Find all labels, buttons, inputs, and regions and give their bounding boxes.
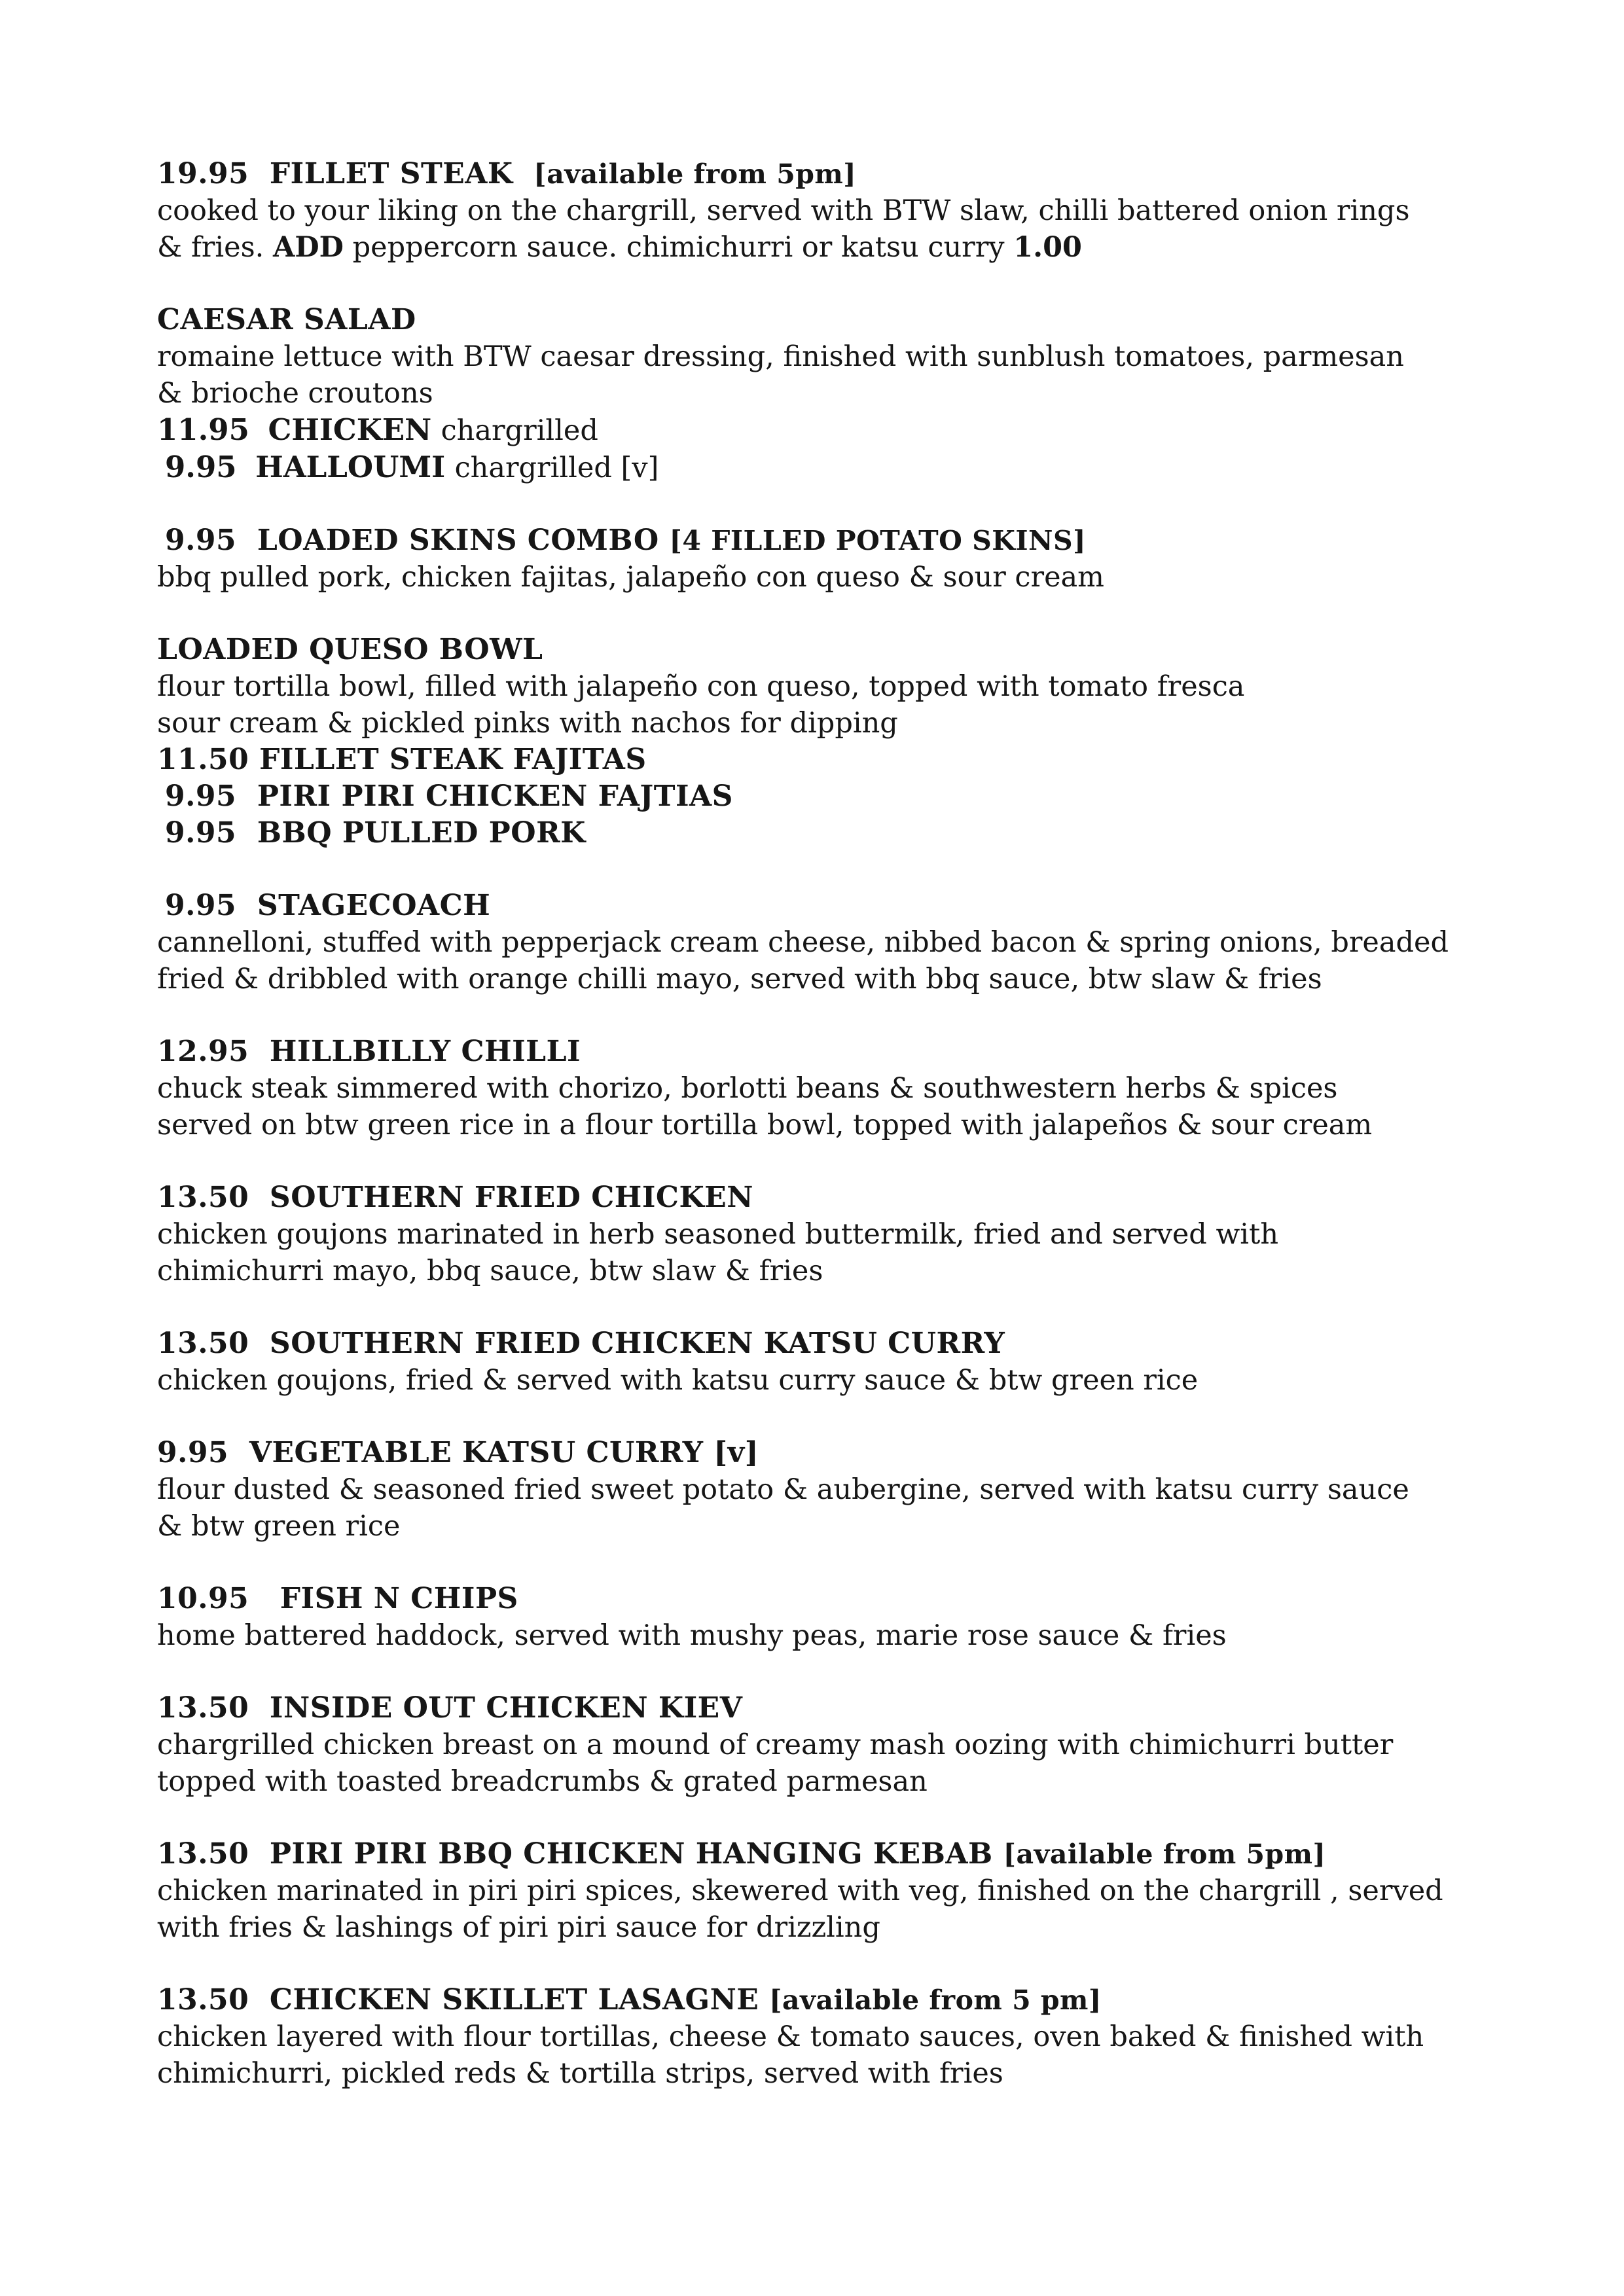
item-description: & fries. ADD peppercorn sauce. chimichurri or katsu curry 1.00 [157,231,1082,264]
item-heading [157,888,1499,924]
item-description: cooked to your liking on the chargrill, served with BTW slaw, chilli battered onion rings [157,194,1410,227]
item-description: flour dusted & seasoned fried sweet potato & aubergine, served with katsu curry sauce [157,1473,1409,1506]
item-description: chicken goujons, fried & served with katsu curry sauce & btw green rice [157,1364,1199,1397]
item-heading [157,156,1499,192]
menu-item-fish-n-chips [157,1581,1499,1654]
option-name: BBQ PULLED PORK [257,816,586,850]
option-name: PIRI PIRI CHICKEN FAJTIAS [257,780,733,813]
item-note: [available from 5pm] [1003,1839,1326,1870]
item-description: & brioche croutons [157,377,433,410]
item-name: SOUTHERN FRIED CHICKEN [269,1181,753,1214]
option-name: FILLET STEAK FAJITAS [259,743,647,776]
item-option [157,778,1499,815]
item-description: chuck steak simmered with chorizo, borlotti beans & southwestern herbs & spices [157,1072,1338,1105]
item-description: chargrilled chicken breast on a mound of creamy mash oozing with chimichurri butter [157,1729,1394,1761]
item-name: SOUTHERN FRIED CHICKEN KATSU CURRY [269,1327,1005,1360]
menu-item-hillbilly-chilli [157,1033,1499,1143]
add-label: ADD [273,231,344,264]
item-name: LOADED QUESO BOWL [157,633,543,666]
item-heading [157,302,1499,338]
menu-item-fillet-steak [157,156,1499,266]
option-name: CHICKEN [268,412,432,447]
add-price: 1.00 [1013,231,1082,264]
item-price: 13.50 [157,1181,249,1214]
item-description: romaine lettuce with BTW caesar dressing, finished with sunblush tomatoes, parmesan [157,340,1404,373]
item-description: chimichurri, pickled reds & tortilla strips, served with fries [157,2057,1003,2090]
item-heading [157,1581,1499,1617]
menu-item-southern-fried-chicken [157,1179,1499,1289]
item-description: chicken goujons marinated in herb seasoned buttermilk, fried and served with [157,1218,1279,1251]
item-price: 9.95 [165,524,237,557]
item-description: cannelloni, stuffed with pepperjack cream cheese, nibbed bacon & spring onions, breaded [157,926,1449,959]
item-option [157,412,1499,449]
item-price: 12.95 [157,1035,249,1068]
item-heading [157,1325,1499,1362]
item-description: home battered haddock, served with mushy peas, marie rose sauce & fries [157,1619,1227,1652]
item-heading [157,1982,1499,2018]
menu-item-chicken-skillet-lasagne [157,1982,1499,2092]
item-option [157,742,1499,778]
item-heading [157,522,1499,559]
menu-page [157,156,1499,2128]
menu-item-southern-fried-chicken-katsu-curry [157,1325,1499,1399]
item-name: PIRI PIRI BBQ CHICKEN HANGING KEBAB [269,1837,993,1871]
item-price: 13.50 [157,1691,249,1725]
item-option [157,815,1499,852]
menu-item-vegetable-katsu-curry [157,1435,1499,1545]
item-note: [4 FILLED POTATO SKINS] [669,525,1087,556]
item-description: bbq pulled pork, chicken fajitas, jalapeño con queso & sour cream [157,561,1104,594]
item-heading [157,1435,1499,1471]
item-description: sour cream & pickled pinks with nachos for dipping [157,707,898,740]
item-option [157,449,1499,486]
menu-item-loaded-queso-bowl [157,632,1499,852]
item-description: fried & dribbled with orange chilli mayo, served with bbq sauce, btw slaw & fries [157,963,1322,996]
menu-item-piri-piri-bbq-chicken-hanging-kebab [157,1836,1499,1946]
item-name: CAESAR SALAD [157,303,416,336]
item-description: with fries & lashings of piri piri sauce for drizzling [157,1911,880,1944]
item-price: 9.95 [157,1436,229,1469]
item-name: HILLBILLY CHILLI [269,1035,581,1068]
item-heading [157,1690,1499,1727]
option-price: 9.95 [165,780,237,813]
menu-item-loaded-skins-combo [157,522,1499,596]
item-name: CHICKEN SKILLET LASAGNE [269,1983,759,2017]
item-name: LOADED SKINS COMBO [257,524,659,557]
option-detail: chargrilled [441,414,598,447]
item-description: flour tortilla bowl, filled with jalapeño con queso, topped with tomato fresca [157,670,1245,703]
item-price: 19.95 [157,157,249,190]
item-name: VEGETABLE KATSU CURRY [v] [249,1436,759,1469]
item-heading [157,1836,1499,1873]
option-price: 11.95 [157,412,249,447]
menu-item-stagecoach [157,888,1499,997]
option-detail: chargrilled [v] [454,452,659,484]
item-note: [available from 5 pm] [769,1984,1102,2016]
option-price: 11.50 [157,743,249,776]
option-name: HALLOUMI [255,450,446,484]
item-price: 13.50 [157,1327,249,1360]
item-name: FILLET STEAK [269,157,513,190]
item-heading [157,1033,1499,1070]
menu-item-caesar-salad [157,302,1499,486]
item-description: served on btw green rice in a flour tortilla bowl, topped with jalapeños & sour cream [157,1109,1373,1141]
item-price: 9.95 [165,889,237,922]
item-price: 10.95 [157,1582,249,1615]
item-description: chicken layered with flour tortillas, cheese & tomato sauces, oven baked & finished with [157,2020,1424,2053]
option-price: 9.95 [165,450,237,484]
item-heading [157,632,1499,668]
item-price: 13.50 [157,1983,249,2017]
item-description: & btw green rice [157,1510,401,1543]
item-heading [157,1179,1499,1216]
item-description: topped with toasted breadcrumbs & grated parmesan [157,1765,928,1798]
item-description: chimichurri mayo, bbq sauce, btw slaw & fries [157,1255,823,1287]
menu-item-inside-out-chicken-kiev [157,1690,1499,1800]
item-name: FISH N CHIPS [280,1582,518,1615]
item-name: INSIDE OUT CHICKEN KIEV [269,1691,743,1725]
item-note: [available from 5pm] [533,158,857,190]
option-price: 9.95 [165,816,237,850]
item-name: STAGECOACH [257,889,491,922]
item-price: 13.50 [157,1837,249,1871]
item-description: chicken marinated in piri piri spices, skewered with veg, finished on the chargrill , served [157,1874,1443,1907]
